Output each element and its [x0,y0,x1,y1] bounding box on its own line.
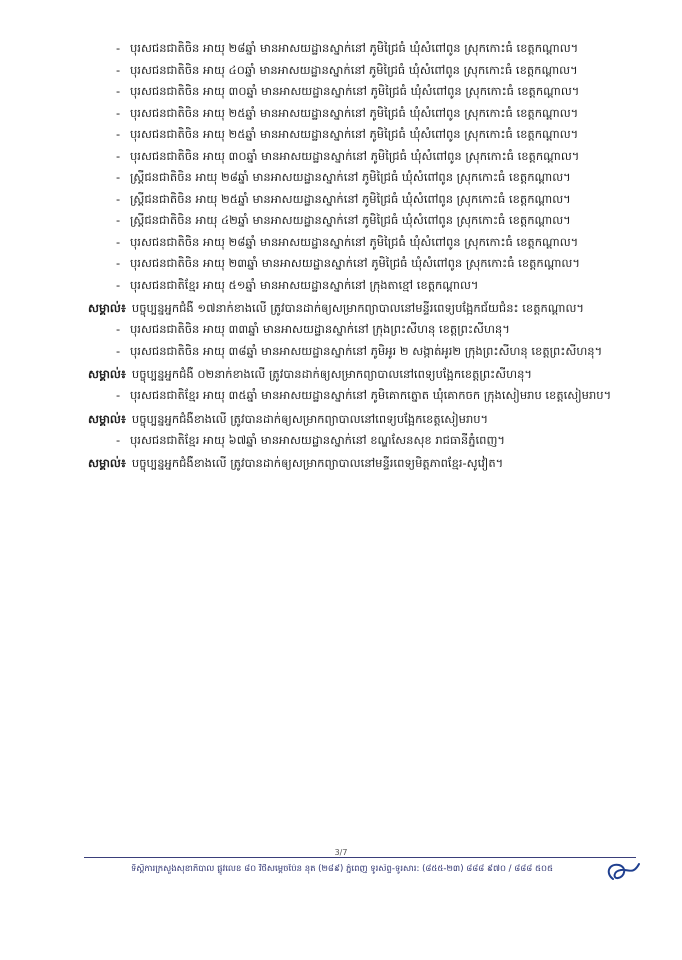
list-item: - បុរសជនជាតិចិន អាយុ ២៣ឆ្នាំ មានអាសយដ្ឋានស្នាក់នៅ ភូមិជ្រៃធំ ឃុំសំពៅពូន ស្រុកកោះធំ ខេត្តកណ្តាល។ [116,256,580,270]
list-item: - បុរសជនជាតិចិន អាយុ ៣៣ឆ្នាំ មានអាសយដ្ឋានស្នាក់នៅ ក្រុងព្រះសីហនុ ខេត្តព្រះសីហនុ។ [116,322,510,336]
note-label: សម្គាល់៖ [88,411,126,426]
note-text: បច្ចុប្បន្នអ្នកជំងឺខាងលើ ត្រូវបានដាក់ឲ្យសម្រាកព្យាបាលនៅពេទ្យបង្អែកខេត្តសៀមរាប។ [131,411,489,426]
page-number: 3/7 [334,848,348,857]
list-item: - ស្ត្រីជនជាតិចិន អាយុ ៤២ឆ្នាំ មានអាសយដ្ឋានស្នាក់នៅ ភូមិជ្រៃធំ ឃុំសំពៅពូន ស្រុកកោះធំ ខេត្តកណ្តាល។ [116,213,571,227]
note-text: បច្ចុប្បន្នអ្នកជំងឺខាងលើ ត្រូវបានដាក់ឲ្យសម្រាកព្យាបាលនៅមន្ទីរពេទ្យមិត្តភាពខ្មែរ-សូវៀត។ [131,456,504,470]
list-item: - បុរសជនជាតិចិន អាយុ ៣០ឆ្នាំ មានអាសយដ្ឋានស្នាក់នៅ ភូមិជ្រៃធំ ឃុំសំពៅពូន ស្រុកកោះធំ ខេត្តកណ្តាល។ [116,148,580,163]
note-label: សម្គាល់៖ [88,367,126,381]
note [88,364,628,385]
signature-icon [603,859,643,885]
note [88,298,628,319]
footer-divider [84,857,636,858]
note [88,453,628,474]
note-label: សម្គាល់៖ [88,301,126,315]
list-item: - បុរសជនជាតិចិន អាយុ ២៨ឆ្នាំ មានអាសយដ្ឋានស្នាក់នៅ ភូមិជ្រៃធំ ឃុំសំពៅពូន ស្រុកកោះធំ ខេត្តកណ្តាល។ [116,41,579,55]
note [88,409,628,430]
note-text: បច្ចុប្បន្នអ្នកជំងឺ ១៧នាក់ខាងលើ ត្រូវបានដាក់ឲ្យសម្រាកព្យាបាលនៅមន្ទីរពេទ្យបង្អែកជ័យជំនះ ខេត្តកណ្តាល។ [131,301,585,315]
note-label: សម្គាល់៖ [88,456,126,470]
list-item: - បុរសជនជាតិខ្មែរ អាយុ ៦៧ឆ្នាំ មានអាសយដ្ឋានស្នាក់នៅ ខណ្ឌសែនសុខ រាជធានីភ្នំពេញ។ [116,432,506,447]
list-item: - បុរសជនជាតិចិន អាយុ ៣០ឆ្នាំ មានអាសយដ្ឋានស្នាក់នៅ ភូមិជ្រៃធំ ឃុំសំពៅពូន ស្រុកកោះធំ ខេត្តកណ្តាល។ [116,84,580,98]
list-item: - បុរសជនជាតិចិន អាយុ ៤០ឆ្នាំ មានអាសយដ្ឋានស្នាក់នៅ ភូមិជ្រៃធំ ឃុំសំពៅពូន ស្រុកកោះធំ ខេត្តកណ្តាល។ [116,62,578,77]
list-item: - បុរសជនជាតិចិន អាយុ ២៨ឆ្នាំ មានអាសយដ្ឋានស្នាក់នៅ ភូមិជ្រៃធំ ឃុំសំពៅពូន ស្រុកកោះធំ ខេត្តកណ្តាល។ [116,234,579,249]
list-item: - បុរសជនជាតិចិន អាយុ ២៥ឆ្នាំ មានអាសយដ្ឋានស្នាក់នៅ ភូមិជ្រៃធំ ឃុំសំពៅពូន ស្រុកកោះធំ ខេត្តកណ្តាល។ [116,105,579,120]
note-text: បច្ចុប្បន្នអ្នកជំងឺ ០២នាក់ខាងលើ ត្រូវបានដាក់ឲ្យសម្រាកព្យាបាលនៅពេទ្យបង្អែកខេត្តព្រះសីហនុ។ [131,367,532,381]
list-item: - បុរសជនជាតិចិន អាយុ ៣៨ឆ្នាំ មានអាសយដ្ឋានស្នាក់នៅ ភូមិអូរ ២ សង្កាត់អូរ២ ក្រុងព្រះសីហនុ ខេត្តព្រះសីហនុ។ [116,343,603,358]
document-body [88,38,628,474]
list-item: - បុរសជនជាតិចិន អាយុ ២៥ឆ្នាំ មានអាសយដ្ឋានស្នាក់នៅ ភូមិជ្រៃធំ ឃុំសំពៅពូន ស្រុកកោះធំ ខេត្តកណ្តាល។ [116,127,579,141]
footer-address: ទីស្តីការក្រសួងសុខាភិបាល ផ្លូវលេខ ៨០ វិថីសម្តេចប៉ែន នុត (២៨៩) ភ្នំពេញ ទូរស័ព្ទ-ទូរសារ: (៨៥៥-២៣) ៨៨៨ ៩៧០ / ៨៨៨ ៥០៥ [130,864,554,874]
list-item: - បុរសជនជាតិខ្មែរ អាយុ ៣៥ឆ្នាំ មានអាសយដ្ឋានស្នាក់នៅ ភូមិគោកត្នោត ឃុំគោកចក ក្រុងសៀមរាប ខេត្តសៀមរាប។ [116,388,612,402]
list-item: - ស្ត្រីជនជាតិចិន អាយុ ២៨ឆ្នាំ មានអាសយដ្ឋានស្នាក់នៅ ភូមិជ្រៃធំ ឃុំសំពៅពូន ស្រុកកោះធំ ខេត្តកណ្តាល។ [116,170,571,184]
list-item: - ស្ត្រីជនជាតិចិន អាយុ ២៥ឆ្នាំ មានអាសយដ្ឋានស្នាក់នៅ ភូមិជ្រៃធំ ឃុំសំពៅពូន ស្រុកកោះធំ ខេត្តកណ្តាល។ [116,191,571,206]
list-item: - បុរសជនជាតិខ្មែរ អាយុ ៥១ឆ្នាំ មានអាសយដ្ឋានស្នាក់នៅ ក្រុងតាខ្មៅ ខេត្តកណ្តាល។ [116,277,479,292]
